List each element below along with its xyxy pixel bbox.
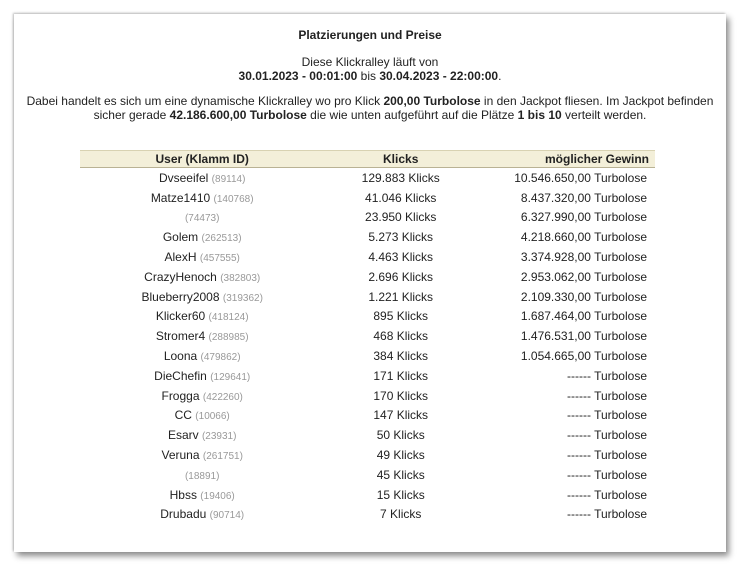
table-row — [80, 188, 655, 208]
rally-dot: . — [498, 69, 502, 83]
table-row — [80, 227, 655, 247]
table-row — [80, 307, 655, 327]
user-name: Veruna — [161, 448, 200, 463]
klamm-id: (319362) — [222, 292, 263, 304]
gewinn-cell: ------ Turbolose — [566, 467, 647, 482]
klicks-cell: 129.883 Klicks — [361, 170, 440, 185]
user-name: Dvseeifel — [158, 170, 209, 185]
gewinn-cell: 3.374.928,00 Turbolose — [520, 250, 647, 265]
user-name: Loona — [163, 349, 198, 364]
klamm-id: (457555) — [199, 253, 240, 265]
klamm-id: (18891) — [184, 470, 220, 482]
header-klicks: Klicks — [324, 151, 477, 168]
gewinn-cell: 1.054.665,00 Turbolose — [520, 349, 647, 364]
table-row — [80, 366, 655, 386]
user-cell — [80, 465, 324, 485]
header-user: User (Klamm ID) — [80, 151, 324, 168]
klicks-cell: 49 Klicks — [376, 448, 425, 463]
user-cell — [80, 445, 324, 465]
user-cell — [80, 505, 324, 525]
klamm-id: (23931) — [201, 431, 237, 443]
rally-period — [14, 55, 726, 83]
gewinn-cell: 2.953.062,00 Turbolose — [520, 269, 647, 284]
klamm-id: (74473) — [184, 213, 220, 225]
klicks-cell: 7 Klicks — [380, 507, 422, 522]
klamm-id: (261751) — [202, 451, 243, 463]
user-cell — [80, 247, 324, 267]
gewinn-cell: 1.476.531,00 Turbolose — [520, 329, 647, 344]
klamm-id: (19406) — [200, 490, 235, 502]
klamm-id: (129641) — [210, 371, 251, 383]
klamm-id: (422260) — [202, 391, 243, 403]
table-row — [80, 168, 655, 188]
desc-part1: Dabei handelt es sich um eine dynamische Klickralley wo pro Klick — [26, 94, 384, 108]
table-row — [80, 267, 655, 287]
table-header-row — [80, 151, 655, 168]
ranking-table — [80, 150, 655, 524]
klicks-cell: 15 Klicks — [376, 487, 425, 502]
rally-dates — [14, 69, 726, 83]
table-row — [80, 386, 655, 406]
user-cell — [80, 267, 324, 287]
user-cell — [80, 307, 324, 327]
gewinn-cell: ------ Turbolose — [566, 507, 647, 522]
table-row — [80, 406, 655, 426]
page-title: Platzierungen und Preise — [298, 28, 442, 42]
user-name: Blueberry2008 — [141, 289, 220, 304]
gewinn-cell: ------ Turbolose — [566, 448, 647, 463]
gewinn-cell: 4.218.660,00 Turbolose — [520, 230, 647, 245]
user-cell — [80, 168, 324, 188]
klamm-id: (10066) — [195, 411, 230, 423]
user-cell — [80, 485, 324, 505]
user-name: Hbss — [169, 487, 197, 502]
user-name: Esarv — [167, 428, 199, 443]
gewinn-cell: ------ Turbolose — [566, 408, 647, 423]
user-cell — [80, 287, 324, 307]
desc-part4: verteilt werden. — [561, 108, 647, 122]
klicks-cell: 171 Klicks — [373, 368, 429, 383]
klamm-id: (262513) — [201, 233, 242, 245]
table-row — [80, 346, 655, 366]
user-name: AlexH — [164, 250, 197, 265]
klamm-id: (479862) — [200, 352, 241, 364]
user-cell — [80, 346, 324, 366]
header-gewinn: möglicher Gewinn — [477, 151, 655, 168]
gewinn-cell: 2.109.330,00 Turbolose — [520, 289, 647, 304]
user-name: Stromer4 — [155, 329, 206, 344]
user-cell — [80, 208, 324, 228]
rally-description — [14, 94, 726, 122]
user-cell — [80, 366, 324, 386]
desc-part2: in den Jackpot fliesen. Im Jackpot befinden sicher gerade — [93, 94, 714, 122]
klicks-cell: 41.046 Klicks — [365, 190, 437, 205]
gewinn-cell: 1.687.464,00 Turbolose — [520, 309, 647, 324]
user-name: Klicker60 — [155, 309, 206, 324]
desc-per-click: 200,00 Turbolose — [383, 94, 481, 108]
desc-jackpot: 42.186.600,00 Turbolose — [169, 108, 307, 122]
user-name: Matze1410 — [150, 190, 211, 205]
gewinn-cell: ------ Turbolose — [566, 487, 647, 502]
user-cell — [80, 406, 324, 426]
table-row — [80, 465, 655, 485]
user-cell — [80, 188, 324, 208]
klicks-cell: 45 Klicks — [376, 467, 425, 482]
table-row — [80, 505, 655, 525]
table-row — [80, 208, 655, 228]
desc-places: 1 bis 10 — [517, 108, 562, 122]
gewinn-cell: 8.437.320,00 Turbolose — [520, 190, 647, 205]
gewinn-cell: 10.546.650,00 Turbolose — [514, 170, 647, 185]
klicks-cell: 23.950 Klicks — [365, 210, 437, 225]
user-cell — [80, 386, 324, 406]
klicks-cell: 147 Klicks — [373, 408, 429, 423]
rally-bis: bis — [357, 69, 380, 83]
klicks-cell: 170 Klicks — [373, 388, 429, 403]
user-cell — [80, 326, 324, 346]
klamm-id: (89114) — [211, 173, 246, 185]
klamm-id: (382803) — [220, 272, 261, 284]
klicks-cell: 5.273 Klicks — [368, 230, 434, 245]
klamm-id: (418124) — [208, 312, 249, 324]
klicks-cell: 2.696 Klicks — [368, 269, 434, 284]
user-name: CC — [174, 408, 192, 423]
table-row — [80, 287, 655, 307]
klicks-cell: 384 Klicks — [373, 349, 429, 364]
user-cell — [80, 425, 324, 445]
table-row — [80, 425, 655, 445]
table-row — [80, 326, 655, 346]
gewinn-cell: ------ Turbolose — [566, 428, 647, 443]
klamm-id: (140768) — [213, 193, 254, 205]
rally-intro: Diese Klickralley läuft von — [301, 55, 439, 69]
user-name: CrazyHenoch — [144, 269, 217, 284]
klamm-id: (288985) — [208, 332, 249, 344]
user-name: Golem — [162, 230, 199, 245]
user-name: Drubadu — [160, 507, 207, 522]
user-cell — [80, 227, 324, 247]
gewinn-cell: ------ Turbolose — [566, 368, 647, 383]
klicks-cell: 4.463 Klicks — [368, 250, 434, 265]
user-name: DieChefin — [154, 368, 207, 383]
klicks-cell: 895 Klicks — [373, 309, 429, 324]
klicks-cell: 1.221 Klicks — [368, 289, 434, 304]
klicks-cell: 50 Klicks — [376, 428, 425, 443]
table-row — [80, 485, 655, 505]
klamm-id: (90714) — [209, 510, 245, 522]
klicks-cell: 468 Klicks — [373, 329, 429, 344]
rally-end: 30.04.2023 - 22:00:00 — [379, 69, 499, 83]
user-name: Frogga — [161, 388, 200, 403]
table-row — [80, 247, 655, 267]
gewinn-cell: 6.327.990,00 Turbolose — [520, 210, 647, 225]
table-row — [80, 445, 655, 465]
desc-part3: die wie unten aufgeführt auf die Plätze — [306, 108, 518, 122]
rally-start: 30.01.2023 - 00:01:00 — [238, 69, 358, 83]
gewinn-cell: ------ Turbolose — [566, 388, 647, 403]
